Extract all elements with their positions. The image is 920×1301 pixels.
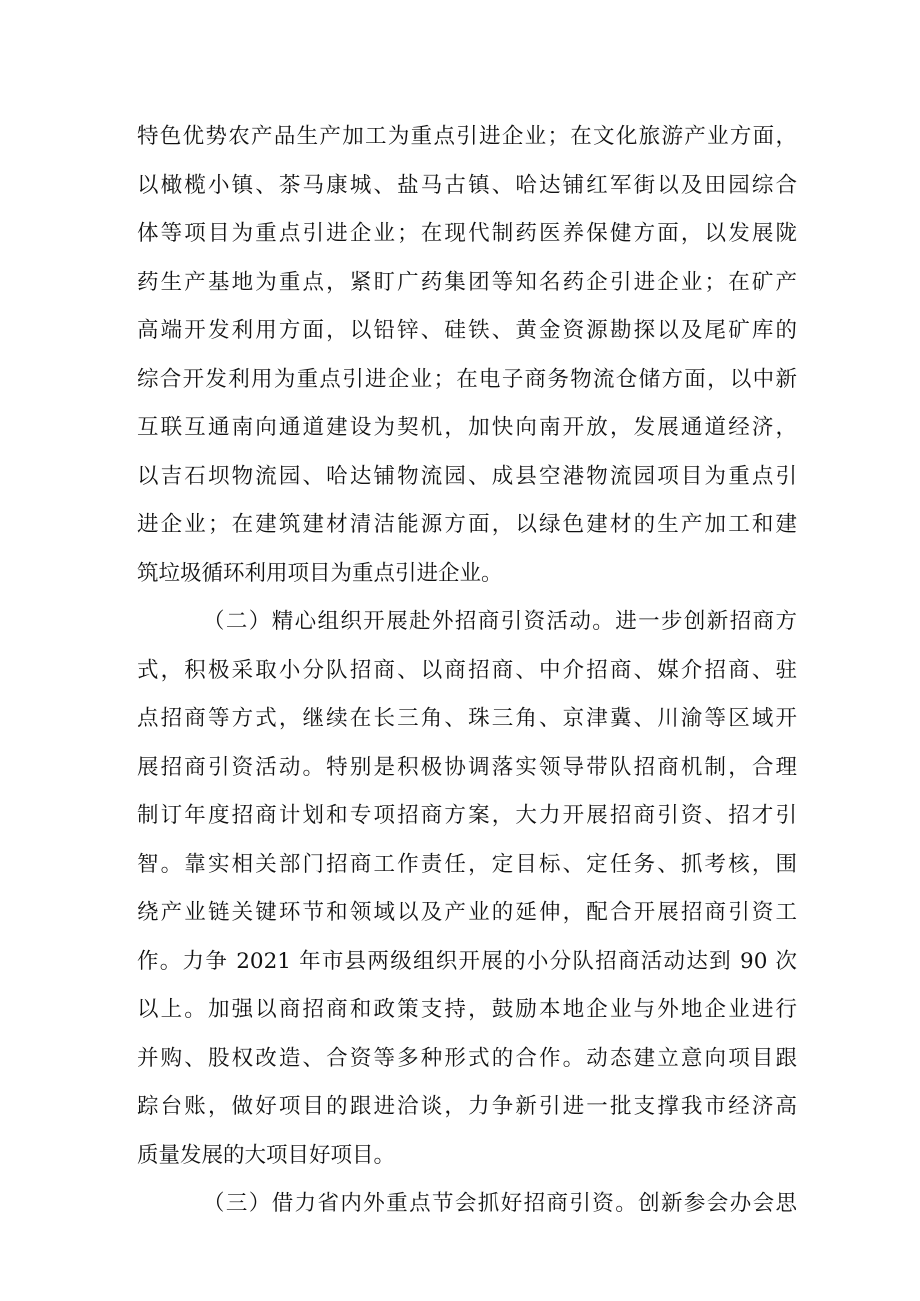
text-line: 以上。加强以商招商和政策支持，鼓励本地企业与外地企业进行 xyxy=(137,997,797,1022)
text-line: 进企业；在建筑建材清洁能源方面，以绿色建材的生产加工和建 xyxy=(137,512,797,537)
text-line: 以橄榄小镇、茶马康城、盐马古镇、哈达铺红军街以及田园综合 xyxy=(137,172,797,198)
text-line: 以吉石坝物流园、哈达铺物流园、成县空港物流园项目为重点引 xyxy=(137,463,797,489)
text-line: 并购、股权改造、合资等多种形式的合作。动态建立意向项目跟 xyxy=(137,1045,797,1071)
document-body xyxy=(137,113,797,1229)
text-line: 体等项目为重点引进企业；在现代制药医养保健方面，以发展陇 xyxy=(137,221,797,246)
section-heading-line: （三）借力省内外重点节会抓好招商引资。创新参会办会思 xyxy=(203,1191,797,1216)
text-line: 互联互通南向通道建设为契机，加快向南开放，发展通道经济， xyxy=(137,415,797,440)
text-line: 质量发展的大项目好项目。 xyxy=(137,1142,396,1168)
section-heading-line: （二）精心组织开展赴外招商引资活动。进一步创新招商方 xyxy=(203,609,797,634)
text-line: 踪台账，做好项目的跟进洽谈，力争新引进一批支撑我市经济高 xyxy=(137,1094,797,1119)
text-line: 制订年度招商计划和专项招商方案，大力开展招商引资、招才引 xyxy=(137,803,797,828)
text-line: 药生产基地为重点，紧盯广药集团等知名药企引进企业；在矿产 xyxy=(137,269,797,295)
text-line: 作。力争 2021 年市县两级组织开展的小分队招商活动达到 90 次 xyxy=(137,948,797,974)
text-line: 智。靠实相关部门招商工作责任，定目标、定任务、抓考核，围 xyxy=(137,851,797,877)
text-line: 特色优势农产品生产加工为重点引进企业；在文化旅游产业方面， xyxy=(137,124,797,149)
text-line: 点招商等方式，继续在长三角、珠三角、京津冀、川渝等区域开 xyxy=(137,706,797,731)
text-line: 筑垃圾循环利用项目为重点引进企业。 xyxy=(137,560,503,586)
text-line: 综合开发利用为重点引进企业；在电子商务物流仓储方面，以中新 xyxy=(137,366,797,392)
text-line: 高端开发利用方面，以铅锌、硅铁、黄金资源勘探以及尾矿库的 xyxy=(137,318,797,343)
text-line: 绕产业链关键环节和领域以及产业的延伸，配合开展招商引资工 xyxy=(137,900,797,925)
text-line: 展招商引资活动。特别是积极协调落实领导带队招商机制，合理 xyxy=(137,754,797,780)
text-line: 式，积极采取小分队招商、以商招商、中介招商、媒介招商、驻 xyxy=(137,657,797,683)
